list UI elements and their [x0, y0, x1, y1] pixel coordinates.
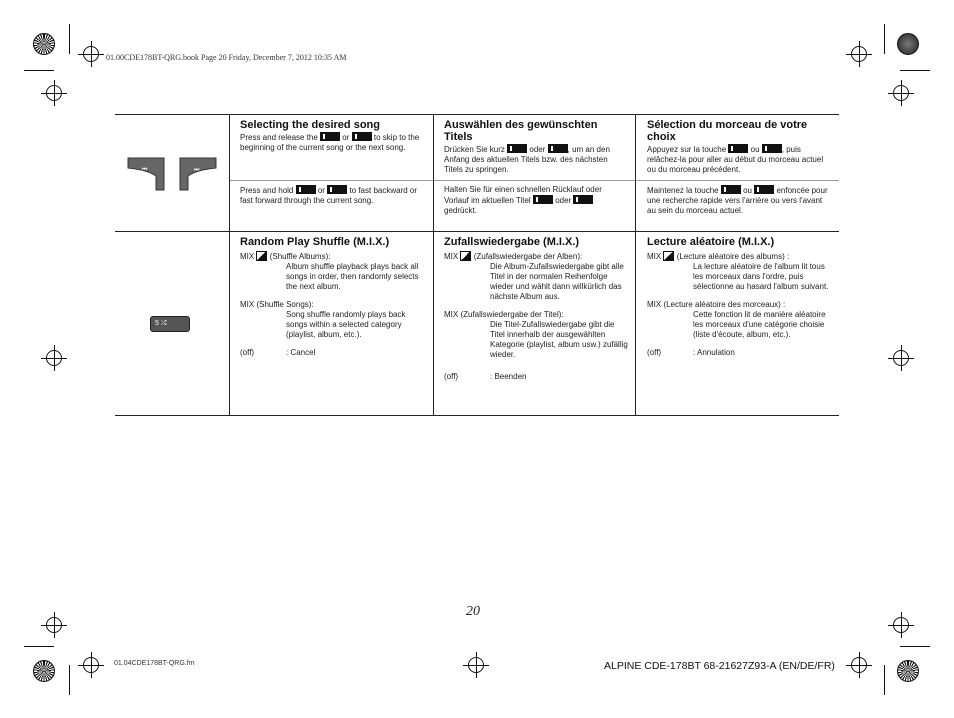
book-info: 01.00CDE178BT-QRG.book Page 20 Friday, December 7, 2012 10:35 AM: [106, 53, 347, 62]
text: ou: [743, 186, 752, 195]
text: Song shuffle randomly plays back songs within a selected category (playlist, album, etc.).: [286, 310, 406, 339]
prev-track-icon: [728, 144, 748, 153]
text: Die Titel-Zufallswiedergabe gibt die Titel innerhalb der ausgewählten Kategorie (playlist, album usw.) zufällig wieder.: [490, 320, 628, 359]
text: (Shuffle Albums):: [269, 252, 331, 261]
crosshair-mark: [46, 350, 62, 366]
prev-track-icon: [296, 185, 316, 194]
next-track-icon: [327, 185, 347, 194]
text: , puis relâchez-la pour aller au début du morceau actuel ou du morceau précédent.: [647, 145, 824, 174]
crop-mark: [884, 665, 885, 695]
table-rule: [115, 114, 839, 115]
table-rule: [115, 231, 839, 232]
crop-mark: [884, 24, 885, 54]
crop-mark: [24, 70, 54, 71]
svg-text:⏭: ⏭: [194, 166, 200, 173]
text: Halten Sie für einen schnellen Rücklauf oder Vorlauf im aktuellen Titel: [444, 185, 602, 205]
crosshair-mark: [893, 85, 909, 101]
cell-mix-fr: [647, 236, 833, 358]
color-registration-mark: [897, 660, 919, 682]
crosshair-mark: [851, 46, 867, 62]
text: gedrückt.: [444, 206, 477, 215]
crosshair-mark: [468, 657, 484, 673]
heading-de: Auswählen des gewünschten Titels: [444, 119, 598, 143]
mix-album-icon: [256, 251, 267, 261]
text: (off): [444, 372, 459, 381]
mix-album-icon: [460, 251, 471, 261]
crosshair-mark: [83, 657, 99, 673]
next-track-icon: [548, 144, 568, 153]
text: Press and release the: [240, 133, 318, 142]
cell-mix-en: [240, 236, 426, 358]
text: MIX (Lecture aléatoire des morceaux) :: [647, 300, 786, 309]
text: Cette fonction lit de manière aléatoire les morceaux d'une catégorie choisie (liste d'écoute, album, etc.).: [693, 310, 826, 339]
text: ou: [750, 145, 760, 154]
cell-fast-search-en: [240, 185, 426, 206]
mix-album-icon: [663, 251, 674, 261]
crop-mark: [900, 70, 930, 71]
color-registration-mark: [33, 660, 55, 682]
text: Press and hold: [240, 186, 294, 195]
next-track-icon: [762, 144, 782, 153]
svg-text:⏮: ⏮: [142, 166, 148, 173]
cell-select-song-de: [444, 119, 628, 175]
prev-next-buttons-illustration: [126, 154, 218, 192]
button-number: 5: [155, 320, 159, 327]
footer-model: ALPINE CDE-178BT 68-21627Z93-A (EN/DE/FR): [604, 660, 835, 672]
prev-track-icon: [320, 132, 340, 141]
page-number: 20: [466, 604, 480, 619]
cell-mix-de: [444, 236, 628, 382]
crosshair-mark: [46, 617, 62, 633]
table-rule: [635, 114, 636, 416]
text: Die Album-Zufallswiedergabe gibt alle Titel in der normalen Reihenfolge wieder und wählt dann willkürlich das nächste Album aus.: [490, 262, 624, 301]
crop-mark: [69, 24, 70, 54]
text: MIX (Zufallswiedergabe der Titel):: [444, 310, 564, 319]
mix-label: MIX: [240, 252, 255, 261]
heading-en: Random Play Shuffle (M.I.X.): [240, 236, 390, 248]
cell-select-song-fr: [647, 119, 833, 175]
heading-en: Selecting the desired song: [240, 119, 380, 131]
next-track-icon: [352, 132, 372, 141]
prev-track-icon: [721, 185, 741, 194]
crop-mark: [24, 646, 54, 647]
prev-track-icon: [507, 144, 527, 153]
text: (Lecture aléatoire des albums) :: [676, 252, 790, 261]
prev-track-icon: [533, 195, 553, 204]
table-rule: [229, 180, 839, 181]
crosshair-mark: [46, 85, 62, 101]
text: : Annulation: [693, 348, 735, 357]
text: (off): [240, 348, 255, 357]
color-registration-mark: [897, 33, 919, 55]
mix-button-illustration: [150, 316, 190, 332]
next-track-icon: [573, 195, 593, 204]
text: or: [317, 186, 325, 195]
heading-de: Zufallswiedergabe (M.I.X.): [444, 236, 580, 248]
cell-fast-search-fr: [647, 185, 833, 216]
mix-label: MIX: [647, 252, 662, 261]
text: Maintenez la touche: [647, 186, 719, 195]
cell-select-song-en: [240, 119, 426, 153]
table-rule: [433, 114, 434, 416]
color-registration-mark: [33, 33, 55, 55]
crosshair-mark: [83, 46, 99, 62]
text: MIX (Shuffle Songs):: [240, 300, 314, 309]
text: La lecture aléatoire de l'album lit tous les morceaux dans l'ordre, puis sélectionne au hasard l'album suivant.: [693, 262, 829, 291]
text: , um an den Anfang des aktuellen Titels bzw. des nächsten Titels zu springen.: [444, 145, 610, 174]
crop-mark: [900, 646, 930, 647]
table-rule: [115, 415, 839, 416]
crosshair-mark: [893, 350, 909, 366]
text: enfoncée pour une recherche rapide vers l'arrière ou vers l'avant au sein du morceau actuel.: [647, 186, 828, 215]
crop-mark: [69, 665, 70, 695]
mix-label: MIX: [444, 252, 459, 261]
text: oder: [555, 196, 572, 205]
text: Drücken Sie kurz: [444, 145, 505, 154]
text: (Zufallswiedergabe der Alben):: [473, 252, 583, 261]
text: to skip to the beginning of the current song or the next song.: [240, 133, 420, 152]
next-track-icon: [754, 185, 774, 194]
footer-file: 01.04CDE178BT-QRG.fm: [114, 660, 195, 667]
heading-fr: Sélection du morceau de votre choix: [647, 119, 808, 143]
heading-fr: Lecture aléatoire (M.I.X.): [647, 236, 775, 248]
text: : Beenden: [490, 372, 527, 381]
text: (off): [647, 348, 662, 357]
cell-fast-search-de: [444, 185, 628, 216]
text: to fast backward or fast forward through the current song.: [240, 186, 418, 205]
text: oder: [529, 145, 546, 154]
table-rule: [229, 114, 230, 416]
crosshair-mark: [851, 657, 867, 673]
text: : Cancel: [286, 348, 316, 357]
crosshair-mark: [893, 617, 909, 633]
text: or: [342, 133, 350, 142]
shuffle-icon: ⤮: [160, 320, 167, 327]
text: Album shuffle playback plays back all songs in order, then randomly selects the next album.: [286, 262, 419, 291]
text: Appuyez sur la touche: [647, 145, 727, 154]
